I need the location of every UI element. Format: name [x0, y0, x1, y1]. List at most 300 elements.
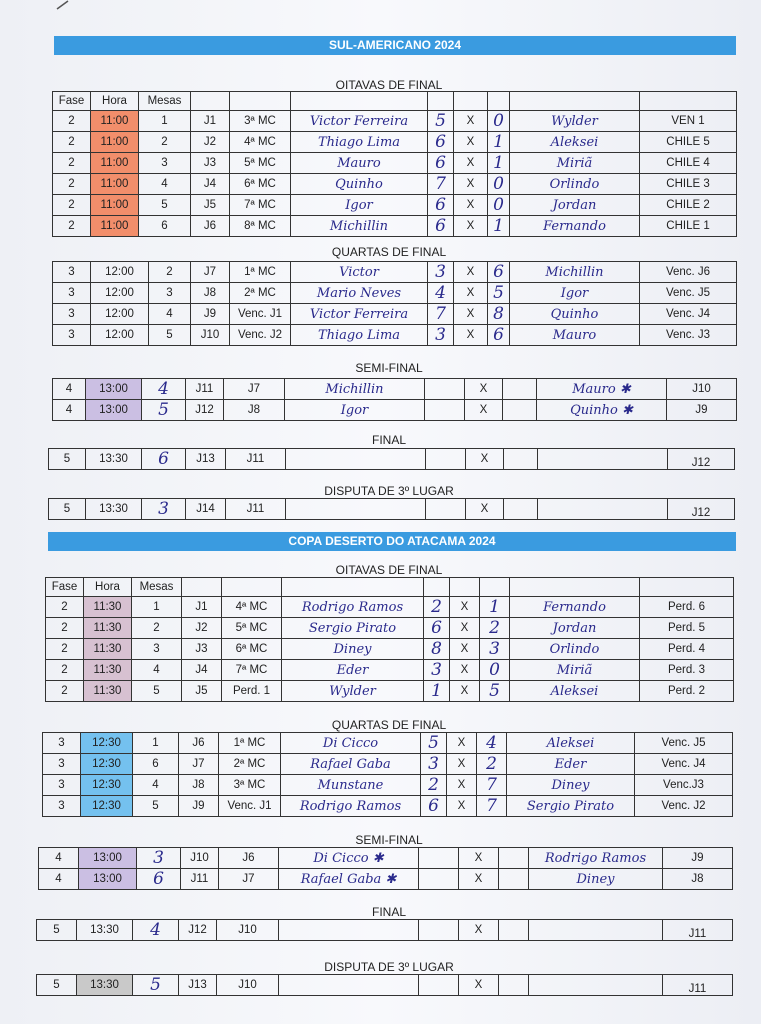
hora-cell: 13:00	[86, 400, 142, 421]
opponent-seed-cell: Venc. J5	[635, 733, 733, 754]
player1-cell: Victor	[291, 262, 428, 283]
score1-cell: 6	[428, 132, 454, 153]
player2-cell: Quinho	[510, 304, 640, 325]
empty-cell	[499, 920, 529, 941]
table-header-row	[53, 92, 737, 111]
section-heading: FINAL	[371, 433, 406, 447]
versus-cell: X	[447, 796, 477, 817]
score2-cell: 1	[488, 216, 510, 237]
empty-cell	[230, 92, 291, 111]
empty-cell	[454, 92, 488, 111]
tournament-banner-sul: SUL-AMERICANO 2024	[54, 36, 736, 55]
empty-cell	[510, 578, 640, 597]
player2-cell: Orlindo	[510, 174, 640, 195]
score1-cell: 8	[424, 639, 450, 660]
jogo-cell: J11	[181, 869, 219, 890]
jogo-cell: J6	[191, 216, 230, 237]
player2-cell: Miriã	[510, 153, 640, 174]
fase-cell: 5	[49, 449, 86, 470]
table-row	[43, 754, 733, 775]
jogo-cell: J5	[182, 681, 222, 702]
table-row	[46, 639, 734, 660]
versus-cell: X	[454, 262, 488, 283]
opponent-seed-cell: CHILE 4	[640, 153, 737, 174]
table-row	[39, 848, 733, 869]
mesa-cell: 5	[142, 400, 186, 421]
empty-cell	[538, 499, 668, 520]
opponent-seed-cell: Venc. J4	[640, 304, 737, 325]
fase-cell: 3	[43, 775, 81, 796]
section-heading: FINAL	[371, 905, 406, 919]
fase-cell: 4	[53, 379, 86, 400]
score1-cell: 5	[428, 111, 454, 132]
mesa-cell: 4	[142, 379, 186, 400]
jogo-cell: J9	[179, 796, 219, 817]
player1-cell: Victor Ferreira	[291, 304, 428, 325]
jogo-cell: J1	[182, 597, 222, 618]
versus-cell: X	[450, 639, 480, 660]
score1-cell: 1	[424, 681, 450, 702]
section-heading: SEMI-FINAL	[355, 833, 423, 847]
empty-cell	[510, 92, 640, 111]
player1-cell: Quinho	[291, 174, 428, 195]
hora-cell: 12:00	[91, 325, 149, 346]
mesa-cell: 2	[139, 132, 191, 153]
seed-cell: 2ª MC	[219, 754, 281, 775]
versus-cell: X	[454, 153, 488, 174]
score1-cell: 7	[428, 174, 454, 195]
mesa-cell: 5	[133, 796, 179, 817]
versus-cell: X	[459, 920, 499, 941]
section-heading: OITAVAS DE FINAL	[335, 563, 443, 577]
empty-cell	[503, 400, 537, 421]
versus-cell: X	[454, 304, 488, 325]
table-row	[53, 283, 737, 304]
hora-cell: 11:00	[91, 132, 139, 153]
hora-cell: 12:30	[81, 775, 133, 796]
jogo-cell: J8	[179, 775, 219, 796]
jogo-cell: J6	[179, 733, 219, 754]
mesa-cell: 6	[137, 869, 181, 890]
empty-cell	[419, 975, 459, 996]
jogo-cell: J9	[191, 304, 230, 325]
empty-cell	[286, 499, 426, 520]
fase-cell: 2	[53, 174, 91, 195]
empty-cell	[504, 449, 538, 470]
fase-cell: 5	[37, 975, 77, 996]
jogo-cell: J8	[191, 283, 230, 304]
fase-cell: 2	[46, 639, 84, 660]
versus-cell: X	[447, 733, 477, 754]
hora-cell: 13:30	[86, 449, 142, 470]
fase-cell: 3	[43, 754, 81, 775]
player2-cell: Diney	[507, 775, 635, 796]
opponent-seed-cell: VEN 1	[640, 111, 737, 132]
opponent-seed-cell: J8	[663, 869, 733, 890]
player1-cell: Wylder	[282, 681, 424, 702]
empty-cell	[488, 92, 510, 111]
score1-cell: 7	[428, 304, 454, 325]
score2-cell: 1	[480, 597, 510, 618]
fase-cell: 3	[53, 304, 91, 325]
jogo-cell: J5	[191, 195, 230, 216]
score2-cell: 2	[477, 754, 507, 775]
versus-cell: X	[454, 132, 488, 153]
fase-cell: 5	[49, 499, 86, 520]
mesa-cell: 1	[133, 733, 179, 754]
table-row	[46, 597, 734, 618]
fase-cell: 2	[46, 597, 84, 618]
mesa-cell: 5	[149, 325, 191, 346]
col-header-fase: Fase	[53, 92, 91, 111]
versus-cell: X	[466, 449, 504, 470]
versus-cell: X	[454, 195, 488, 216]
empty-cell	[279, 975, 419, 996]
seed-cell: 5ª MC	[222, 618, 282, 639]
table-row	[53, 174, 737, 195]
fase-cell: 4	[39, 869, 79, 890]
seed-cell: 6ª MC	[230, 174, 291, 195]
hora-cell: 11:30	[84, 681, 132, 702]
seed-cell: 8ª MC	[230, 216, 291, 237]
player2-cell: Fernando	[510, 216, 640, 237]
seed-cell: J11	[226, 499, 286, 520]
player1-cell: Michillin	[285, 379, 425, 400]
versus-cell: X	[450, 660, 480, 681]
hora-cell: 12:30	[81, 754, 133, 775]
jogo-cell: J3	[191, 153, 230, 174]
opponent-seed-cell: Venc. J2	[635, 796, 733, 817]
fase-cell: 3	[43, 733, 81, 754]
versus-cell: X	[465, 379, 503, 400]
opponent-seed-cell: Venc. J3	[640, 325, 737, 346]
score2-cell: 1	[488, 153, 510, 174]
seed-cell: 1ª MC	[219, 733, 281, 754]
opponent-seed-cell: CHILE 3	[640, 174, 737, 195]
player1-cell: Sergio Pirato	[282, 618, 424, 639]
hora-cell: 13:30	[77, 975, 133, 996]
player2-cell: Jordan	[510, 195, 640, 216]
jogo-cell: J13	[179, 975, 217, 996]
table-row	[49, 449, 735, 470]
opponent-seed-cell: Perd. 5	[640, 618, 734, 639]
hora-cell: 11:30	[84, 660, 132, 681]
mesa-cell: 4	[149, 304, 191, 325]
opponent-seed-cell: J11	[663, 920, 733, 941]
empty-cell	[499, 848, 529, 869]
opponent-seed-cell: J9	[667, 400, 737, 421]
mesa-cell: 6	[139, 216, 191, 237]
score2-cell: 0	[488, 195, 510, 216]
empty-cell	[504, 499, 538, 520]
player1-cell: Rodrigo Ramos	[281, 796, 421, 817]
seed-cell: 6ª MC	[222, 639, 282, 660]
score2-cell: 1	[488, 132, 510, 153]
jogo-cell: J11	[186, 379, 224, 400]
table-row	[49, 499, 735, 520]
opponent-seed-cell: CHILE 2	[640, 195, 737, 216]
hora-cell: 11:00	[91, 195, 139, 216]
table-row	[53, 195, 737, 216]
empty-cell	[419, 920, 459, 941]
hora-cell: 13:00	[79, 848, 137, 869]
score1-cell: 3	[428, 325, 454, 346]
bracket-table	[36, 974, 733, 996]
mesa-cell: 3	[139, 153, 191, 174]
seed-cell: J6	[219, 848, 279, 869]
bracket-table	[48, 448, 735, 470]
bracket-table	[38, 847, 733, 890]
mesa-cell: 5	[132, 681, 182, 702]
seed-cell: 1ª MC	[230, 262, 291, 283]
fase-cell: 2	[53, 153, 91, 174]
player1-cell: Diney	[282, 639, 424, 660]
empty-cell	[426, 499, 466, 520]
table-row	[46, 660, 734, 681]
col-header-fase: Fase	[46, 578, 84, 597]
hora-cell: 11:00	[91, 153, 139, 174]
pen-mark	[56, 0, 70, 10]
versus-cell: X	[454, 325, 488, 346]
jogo-cell: J1	[191, 111, 230, 132]
score2-cell: 5	[488, 283, 510, 304]
player1-cell: Di Cicco ✱	[279, 848, 419, 869]
bracket-table	[52, 261, 737, 346]
player1-cell: Victor Ferreira	[291, 111, 428, 132]
seed-cell: 7ª MC	[222, 660, 282, 681]
opponent-seed-cell: CHILE 1	[640, 216, 737, 237]
opponent-seed-cell: Perd. 2	[640, 681, 734, 702]
empty-cell	[424, 578, 450, 597]
empty-cell	[191, 92, 230, 111]
table-row	[53, 216, 737, 237]
player2-cell: Sergio Pirato	[507, 796, 635, 817]
versus-cell: X	[459, 975, 499, 996]
player2-cell: Miriã	[510, 660, 640, 681]
jogo-cell: J10	[181, 848, 219, 869]
jogo-cell: J3	[182, 639, 222, 660]
versus-cell: X	[466, 499, 504, 520]
mesa-cell: 4	[133, 775, 179, 796]
mesa-cell: 3	[132, 639, 182, 660]
empty-cell	[640, 578, 734, 597]
seed-cell: 7ª MC	[230, 195, 291, 216]
fase-cell: 2	[53, 216, 91, 237]
player2-cell: Rodrigo Ramos	[529, 848, 663, 869]
opponent-seed-cell: J12	[668, 449, 735, 470]
versus-cell: X	[450, 681, 480, 702]
tournament-banner-copa: COPA DESERTO DO ATACAMA 2024	[48, 532, 736, 551]
mesa-cell: 2	[149, 262, 191, 283]
fase-cell: 2	[53, 195, 91, 216]
jogo-cell: J4	[191, 174, 230, 195]
versus-cell: X	[447, 754, 477, 775]
score2-cell: 6	[488, 325, 510, 346]
bracket-table	[45, 577, 734, 702]
mesa-cell: 1	[139, 111, 191, 132]
hora-cell: 11:00	[91, 111, 139, 132]
seed-cell: J11	[226, 449, 286, 470]
jogo-cell: J2	[182, 618, 222, 639]
empty-cell	[291, 92, 428, 111]
opponent-seed-cell: Venc.J3	[635, 775, 733, 796]
player1-cell: Rodrigo Ramos	[282, 597, 424, 618]
empty-cell	[419, 869, 459, 890]
empty-cell	[428, 92, 454, 111]
score2-cell: 2	[480, 618, 510, 639]
fase-cell: 2	[46, 618, 84, 639]
seed-cell: 5ª MC	[230, 153, 291, 174]
score1-cell: 4	[428, 283, 454, 304]
opponent-seed-cell: J11	[663, 975, 733, 996]
mesa-cell: 4	[133, 920, 179, 941]
score2-cell: 4	[477, 733, 507, 754]
opponent-seed-cell: Perd. 3	[640, 660, 734, 681]
table-row	[43, 775, 733, 796]
jogo-cell: J13	[186, 449, 226, 470]
hora-cell: 13:30	[86, 499, 142, 520]
player1-cell: Michillin	[291, 216, 428, 237]
bracket-table	[52, 91, 737, 237]
table-row	[53, 379, 737, 400]
seed-cell: Venc. J1	[219, 796, 281, 817]
empty-cell	[640, 92, 737, 111]
empty-cell	[282, 578, 424, 597]
opponent-seed-cell: J12	[668, 499, 735, 520]
opponent-seed-cell: Venc. J4	[635, 754, 733, 775]
fase-cell: 5	[37, 920, 77, 941]
mesa-cell: 6	[142, 449, 186, 470]
empty-cell	[426, 449, 466, 470]
fase-cell: 3	[53, 262, 91, 283]
section-heading: QUARTAS DE FINAL	[331, 718, 447, 732]
player2-cell: Fernando	[510, 597, 640, 618]
jogo-cell: J12	[186, 400, 224, 421]
score2-cell: 7	[477, 775, 507, 796]
versus-cell: X	[447, 775, 477, 796]
opponent-seed-cell: Perd. 4	[640, 639, 734, 660]
player2-cell: Wylder	[510, 111, 640, 132]
versus-cell: X	[454, 216, 488, 237]
table-row	[53, 304, 737, 325]
versus-cell: X	[450, 618, 480, 639]
col-header-hora: Hora	[91, 92, 139, 111]
empty-cell	[425, 379, 465, 400]
player2-cell: Quinho ✱	[537, 400, 667, 421]
jogo-cell: J2	[191, 132, 230, 153]
versus-cell: X	[454, 174, 488, 195]
player1-cell: Munstane	[281, 775, 421, 796]
score1-cell: 6	[428, 195, 454, 216]
empty-cell	[499, 975, 529, 996]
jogo-cell: J7	[179, 754, 219, 775]
opponent-seed-cell: Venc. J5	[640, 283, 737, 304]
player1-cell: Di Cicco	[281, 733, 421, 754]
player2-cell: Eder	[507, 754, 635, 775]
section-heading: DISPUTA DE 3º LUGAR	[324, 484, 454, 498]
seed-cell: Venc. J2	[230, 325, 291, 346]
fase-cell: 4	[53, 400, 86, 421]
hora-cell: 11:30	[84, 639, 132, 660]
player1-cell: Mauro	[291, 153, 428, 174]
mesa-cell: 5	[133, 975, 179, 996]
table-row	[53, 132, 737, 153]
table-row	[46, 681, 734, 702]
mesa-cell: 2	[132, 618, 182, 639]
score2-cell: 6	[488, 262, 510, 283]
hora-cell: 12:30	[81, 796, 133, 817]
seed-cell: J8	[224, 400, 285, 421]
player1-cell: Mario Neves	[291, 283, 428, 304]
col-header-hora: Hora	[84, 578, 132, 597]
player1-cell: Thiago Lima	[291, 132, 428, 153]
seed-cell: J7	[219, 869, 279, 890]
seed-cell: 4ª MC	[222, 597, 282, 618]
table-header-row	[46, 578, 734, 597]
jogo-cell: J12	[179, 920, 217, 941]
section-heading: SEMI-FINAL	[355, 361, 423, 375]
hora-cell: 12:00	[91, 262, 149, 283]
player2-cell: Mauro ✱	[537, 379, 667, 400]
hora-cell: 11:30	[84, 597, 132, 618]
jogo-cell: J7	[191, 262, 230, 283]
score1-cell: 6	[424, 618, 450, 639]
opponent-seed-cell: Perd. 6	[640, 597, 734, 618]
score1-cell: 6	[428, 216, 454, 237]
mesa-cell: 6	[133, 754, 179, 775]
empty-cell	[425, 400, 465, 421]
score2-cell: 0	[488, 111, 510, 132]
score1-cell: 3	[424, 660, 450, 681]
versus-cell: X	[459, 848, 499, 869]
section-heading: QUARTAS DE FINAL	[331, 245, 447, 259]
empty-cell	[279, 920, 419, 941]
opponent-seed-cell: Venc. J6	[640, 262, 737, 283]
player1-cell: Rafael Gaba ✱	[279, 869, 419, 890]
empty-cell	[450, 578, 480, 597]
fase-cell: 2	[46, 660, 84, 681]
col-header-mesas: Mesas	[132, 578, 182, 597]
seed-cell: 2ª MC	[230, 283, 291, 304]
versus-cell: X	[454, 111, 488, 132]
hora-cell: 11:00	[91, 216, 139, 237]
score1-cell: 2	[424, 597, 450, 618]
jogo-cell: J10	[191, 325, 230, 346]
opponent-seed-cell: J9	[663, 848, 733, 869]
table-row	[46, 618, 734, 639]
table-row	[39, 869, 733, 890]
table-row	[43, 733, 733, 754]
section-heading: DISPUTA DE 3º LUGAR	[324, 960, 454, 974]
mesa-cell: 3	[137, 848, 181, 869]
player2-cell: Diney	[529, 869, 663, 890]
hora-cell: 12:00	[91, 283, 149, 304]
table-row	[37, 920, 733, 941]
seed-cell: J10	[217, 975, 279, 996]
seed-cell: J7	[224, 379, 285, 400]
seed-cell: 3ª MC	[230, 111, 291, 132]
opponent-seed-cell: J10	[667, 379, 737, 400]
jogo-cell: J4	[182, 660, 222, 681]
empty-cell	[538, 449, 668, 470]
seed-cell: 4ª MC	[230, 132, 291, 153]
hora-cell: 13:00	[86, 379, 142, 400]
table-row	[43, 796, 733, 817]
player1-cell: Igor	[291, 195, 428, 216]
score1-cell: 2	[421, 775, 447, 796]
score1-cell: 6	[421, 796, 447, 817]
table-row	[37, 975, 733, 996]
